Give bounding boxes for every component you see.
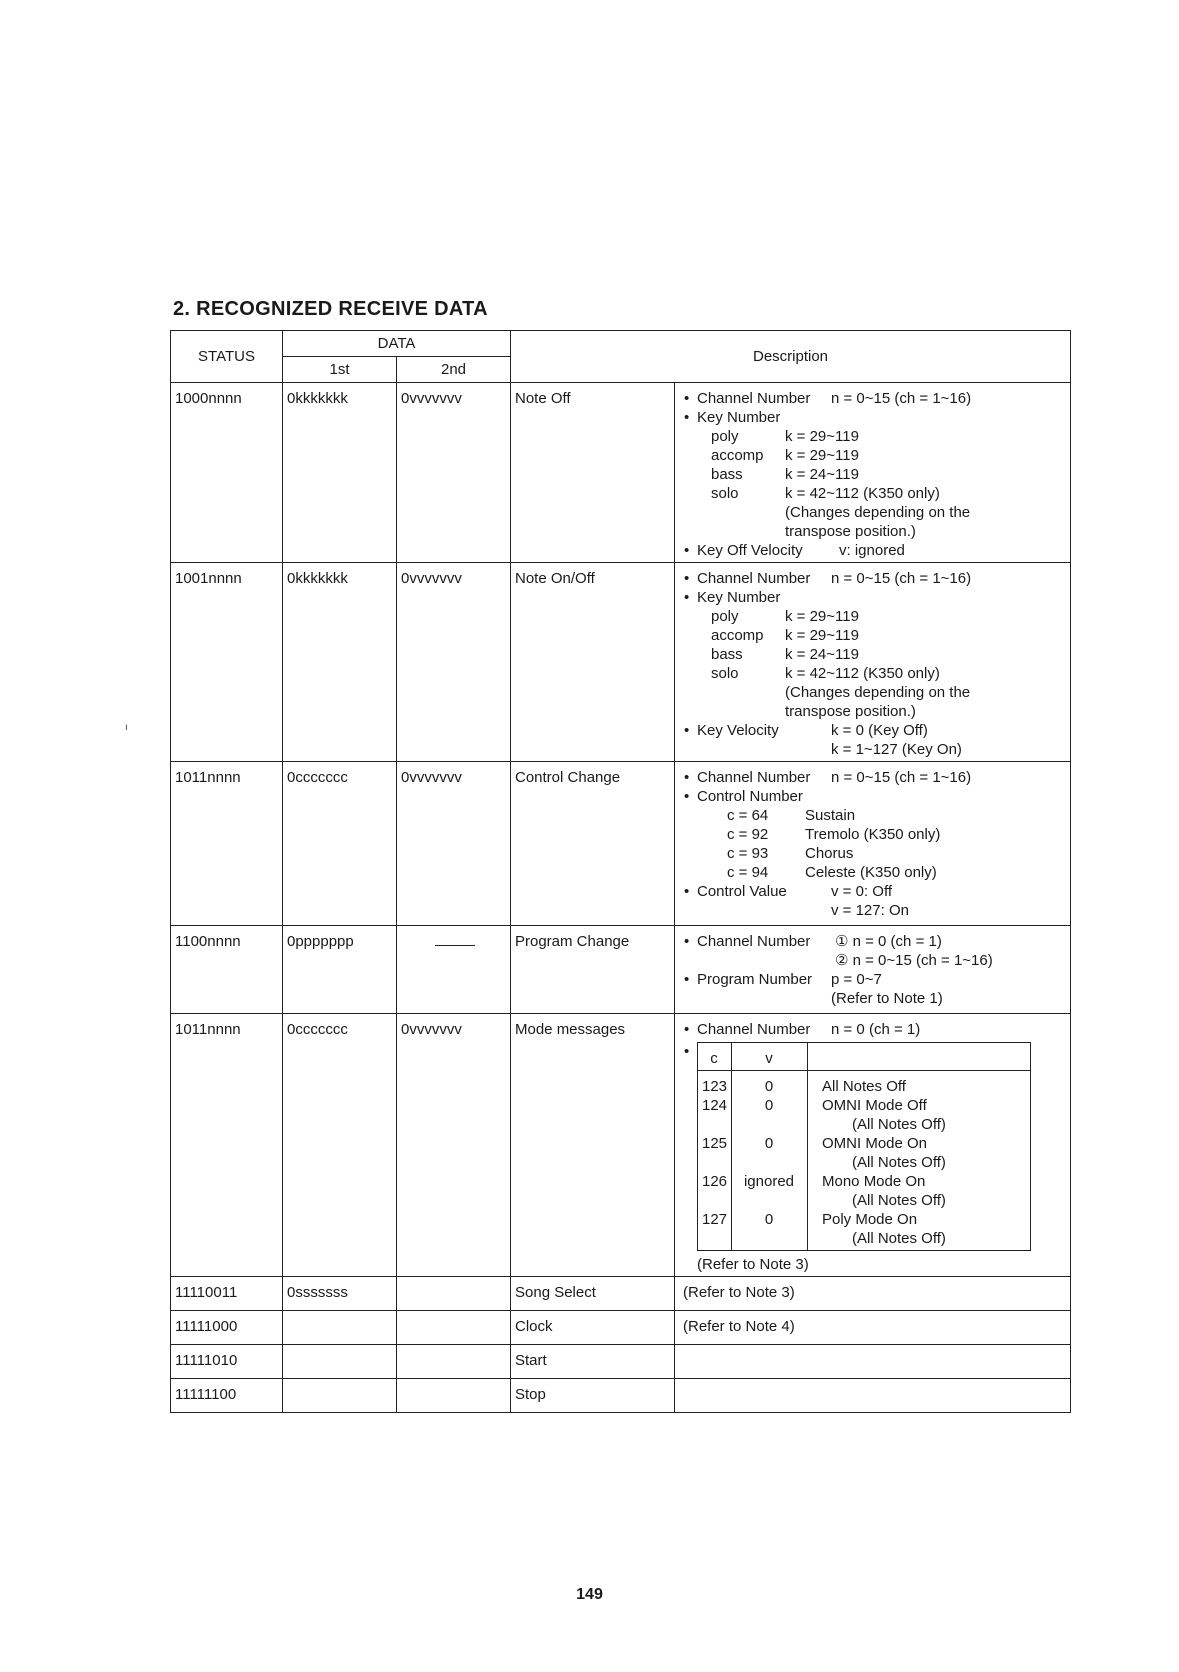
- data2-cell: [397, 1277, 511, 1311]
- data2-cell: [397, 926, 511, 1014]
- table-row: [171, 1014, 1071, 1277]
- message-cell: Program Change: [511, 926, 675, 1014]
- control-number-item: • Control Number c = 64 Sustain c = 92 Tremolo (K350 only) c = 93 Chorus c = 94 Celeste (K350 only): [683, 787, 1065, 882]
- description-cell: [675, 762, 1071, 926]
- data1-cell: 0sssssss: [283, 1277, 397, 1311]
- control-list: c = 64 Sustain c = 92 Tremolo (K350 only) c = 93 Chorus c = 94 Celeste (K350 only): [727, 807, 941, 881]
- data1-cell: [283, 1345, 397, 1379]
- control-value-item: • Control Value v = 0: Off v = 127: On: [683, 882, 1065, 920]
- description-cell: [675, 1379, 1071, 1413]
- table-header-row: [171, 331, 1071, 357]
- table-row: [171, 383, 1071, 563]
- transpose-note: (Changes depending on the transpose position.): [785, 684, 971, 720]
- program-number-item: • Program Number p = 0~7 (Refer to Note 1): [683, 970, 1065, 1008]
- data1-cell: 0ppppppp: [283, 926, 397, 1014]
- table-row: [171, 1379, 1071, 1413]
- status-header: STATUS: [171, 331, 283, 383]
- status-cell: 11111100: [171, 1379, 283, 1413]
- status-cell: 11111010: [171, 1345, 283, 1379]
- status-cell: 1011nnnn: [171, 762, 283, 926]
- table-row: [171, 762, 1071, 926]
- description-cell: (Refer to Note 4): [675, 1311, 1071, 1345]
- key-range-list: poly k = 29~119 accomp k = 29~119 bass k = 24~119 solo k = 42~112 (K350 only): [711, 428, 940, 502]
- channel-item: • Channel Number ① n = 0 (ch = 1) ② n = 0~15 (ch = 1~16): [683, 932, 1065, 970]
- data2-cell: [397, 1311, 511, 1345]
- velocity-item: • Key Velocity k = 0 (Key Off) k = 1~127 (Key On): [683, 721, 1065, 759]
- mode-table: [697, 1042, 1031, 1251]
- table-row: [171, 563, 1071, 762]
- data1-cell: 0ccccccc: [283, 1014, 397, 1277]
- message-cell: Clock: [511, 1311, 675, 1345]
- status-cell: 1011nnnn: [171, 1014, 283, 1277]
- mode-row: 123 124 125 126 127 0 0 0 ignored 0 All Notes Off OMNI Mode Off (All Notes Off) OMNI Mode On (All Notes Off) Mono Mode On (All Notes Off) Poly Mode On (All Notes Off): [698, 1071, 1031, 1251]
- message-cell: Song Select: [511, 1277, 675, 1311]
- second-byte-header: 2nd: [397, 357, 511, 383]
- channel-item: • Channel Number n = 0~15 (ch = 1~16): [683, 389, 1065, 408]
- message-cell: Start: [511, 1345, 675, 1379]
- key-range-list: poly k = 29~119 accomp k = 29~119 bass k = 24~119 solo k = 42~112 (K350 only): [711, 608, 940, 682]
- message-cell: Note On/Off: [511, 563, 675, 762]
- message-cell: Stop: [511, 1379, 675, 1413]
- status-cell: 1100nnnn: [171, 926, 283, 1014]
- status-cell: 1000nnnn: [171, 383, 283, 563]
- message-cell: Note Off: [511, 383, 675, 563]
- status-cell: 11111000: [171, 1311, 283, 1345]
- channel-item: • Channel Number n = 0~15 (ch = 1~16): [683, 569, 1065, 588]
- description-cell: [675, 1345, 1071, 1379]
- page-number: 149: [576, 1586, 603, 1603]
- description-cell: (Refer to Note 3): [675, 1277, 1071, 1311]
- key-number-item: • Key Number poly k = 29~119 accomp k = 29~119 bass k = 24~119 solo k = 42~112 (K350 only) (Changes depending on the transpose position.): [683, 408, 1065, 541]
- channel-item: • Channel Number n = 0 (ch = 1): [683, 1020, 1065, 1039]
- mode-v-header: v: [732, 1043, 808, 1071]
- table-row: [171, 1345, 1071, 1379]
- data2-cell: 0vvvvvvv: [397, 563, 511, 762]
- section-title: 2. RECOGNIZED RECEIVE DATA: [173, 298, 488, 320]
- data2-cell: 0vvvvvvv: [397, 383, 511, 563]
- transpose-note: (Changes depending on the transpose position.): [785, 504, 971, 540]
- mode-c-header: • c: [698, 1043, 732, 1071]
- mode-table-header: [698, 1043, 1031, 1071]
- description-cell: [675, 383, 1071, 563]
- data-header: DATA: [283, 331, 511, 357]
- table-row: [171, 926, 1071, 1014]
- table-row: [171, 1311, 1071, 1345]
- description-cell: [675, 926, 1071, 1014]
- message-cell: Control Change: [511, 762, 675, 926]
- data2-cell: [397, 1379, 511, 1413]
- data2-cell: 0vvvvvvv: [397, 1014, 511, 1277]
- data2-cell: [397, 1345, 511, 1379]
- data1-cell: 0kkkkkkk: [283, 383, 397, 563]
- first-byte-header: 1st: [283, 357, 397, 383]
- table-row: [171, 1277, 1071, 1311]
- data1-cell: 0kkkkkkk: [283, 563, 397, 762]
- status-cell: 1001nnnn: [171, 563, 283, 762]
- mode-note: (Refer to Note 3): [697, 1256, 809, 1273]
- description-cell: [675, 563, 1071, 762]
- message-cell: Mode messages: [511, 1014, 675, 1277]
- data1-cell: [283, 1379, 397, 1413]
- description-cell: [675, 1014, 1071, 1277]
- receive-data-table: [170, 330, 1071, 1413]
- velocity-item: • Key Off Velocity v: ignored: [683, 541, 1065, 560]
- mode-desc-header: [808, 1043, 1031, 1071]
- mode-table-item: [683, 1042, 1065, 1274]
- stray-mark: ı: [125, 722, 128, 733]
- data1-cell: [283, 1311, 397, 1345]
- key-number-item: • Key Number poly k = 29~119 accomp k = 29~119 bass k = 24~119 solo k = 42~112 (K350 only) (Changes depending on the transpose position.): [683, 588, 1065, 721]
- empty-dash: [435, 945, 475, 946]
- status-cell: 11110011: [171, 1277, 283, 1311]
- data1-cell: 0ccccccc: [283, 762, 397, 926]
- description-header: Description: [511, 331, 1071, 383]
- data2-cell: 0vvvvvvv: [397, 762, 511, 926]
- channel-item: • Channel Number n = 0~15 (ch = 1~16): [683, 768, 1065, 787]
